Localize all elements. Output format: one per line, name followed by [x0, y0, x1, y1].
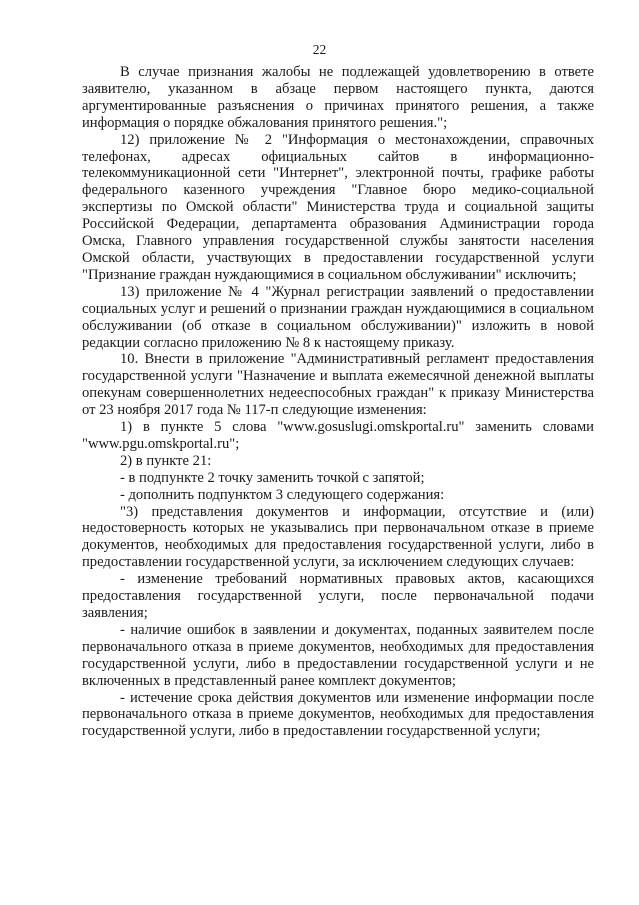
paragraph-dash-replace-period: - в подпункте 2 точку заменить точкой с запятой;: [120, 469, 425, 486]
paragraph-subitem-2: 2) в пункте 21:: [120, 452, 212, 469]
paragraph-dash-expiry: - истечение срока действия документов или изменение информации после первоначального отказа в приеме документов, необходимых для предоставления государственной услуги, либо в предоставлении государственной услуги;: [82, 689, 594, 740]
paragraph-complaint-rejection: В случае признания жалобы не подлежащей удовлетворению в ответе заявителю, указанном в абзаце первом настоящего пункта, даются аргументированные разъяснения о причинах принятого решения, а также информация о порядке обжалования принятого решения.";: [82, 64, 594, 131]
paragraph-subitem-1: 1) в пункте 5 слова "www.gosuslugi.omskportal.ru" заменить словами "www.pgu.omskportal.ru";: [82, 419, 594, 452]
paragraph-item-12: 12) приложение № 2 "Информация о местонахождении, справочных телефонах, адресах официальных сайтов в информационно-телекоммуникационной сети "Интернет", электронной почты, графике работы федерального казенного учреждения "Главное бюро медико-социальной экспертизы по Омской области" Министерства труда и социальной защиты Российской Федерации, департамента образования Администрации города Омска, Главного управления государственной службы занятости населения Омской области, участвующих в предоставлении государственной услуги "Признание граждан нуждающимися в социальном обслуживании" исключить;: [82, 131, 594, 283]
paragraph-dash-errors: - наличие ошибок в заявлении и документах, поданных заявителем после первоначального отказа в приеме документов, необходимых для предоставления государственной услуги, либо в предоставлении государственной услуги и не включенных в представленный ранее комплект документов;: [82, 621, 594, 689]
document-body: [82, 64, 594, 740]
paragraph-subitem-3-quote: "3) представления документов и информации, отсутствие и (или) недостоверность которых не указывались при первоначальном отказе в приеме документов, необходимых для предоставления государственной услуги, либо в предоставлении государственной услуги, за исключением следующих случаев:: [82, 503, 594, 571]
paragraph-dash-add-subitem: - дополнить подпунктом 3 следующего содержания:: [120, 486, 445, 503]
paragraph-dash-requirements-change: - изменение требований нормативных правовых актов, касающихся предоставления государственной услуги, после первоначальной подачи заявления;: [82, 571, 594, 621]
page-number: 22: [312, 42, 327, 57]
paragraph-item-13: 13) приложение № 4 "Журнал регистрации заявлений о предоставлении социальных услуг и решений о признании граждан нуждающимися в социальном обслуживании (об отказе в социальном обслуживании)" изложить в новой редакции согласно приложению № 8 к настоящему приказу.: [82, 283, 594, 351]
paragraph-section-10: 10. Внести в приложение "Административный регламент предоставления государственной услуги "Назначение и выплата ежемесячной денежной выплаты опекунам совершеннолетних недееспособных граждан" к приказу Министерства от 23 ноября 2017 года № 117-п следующие изменения:: [82, 351, 594, 419]
